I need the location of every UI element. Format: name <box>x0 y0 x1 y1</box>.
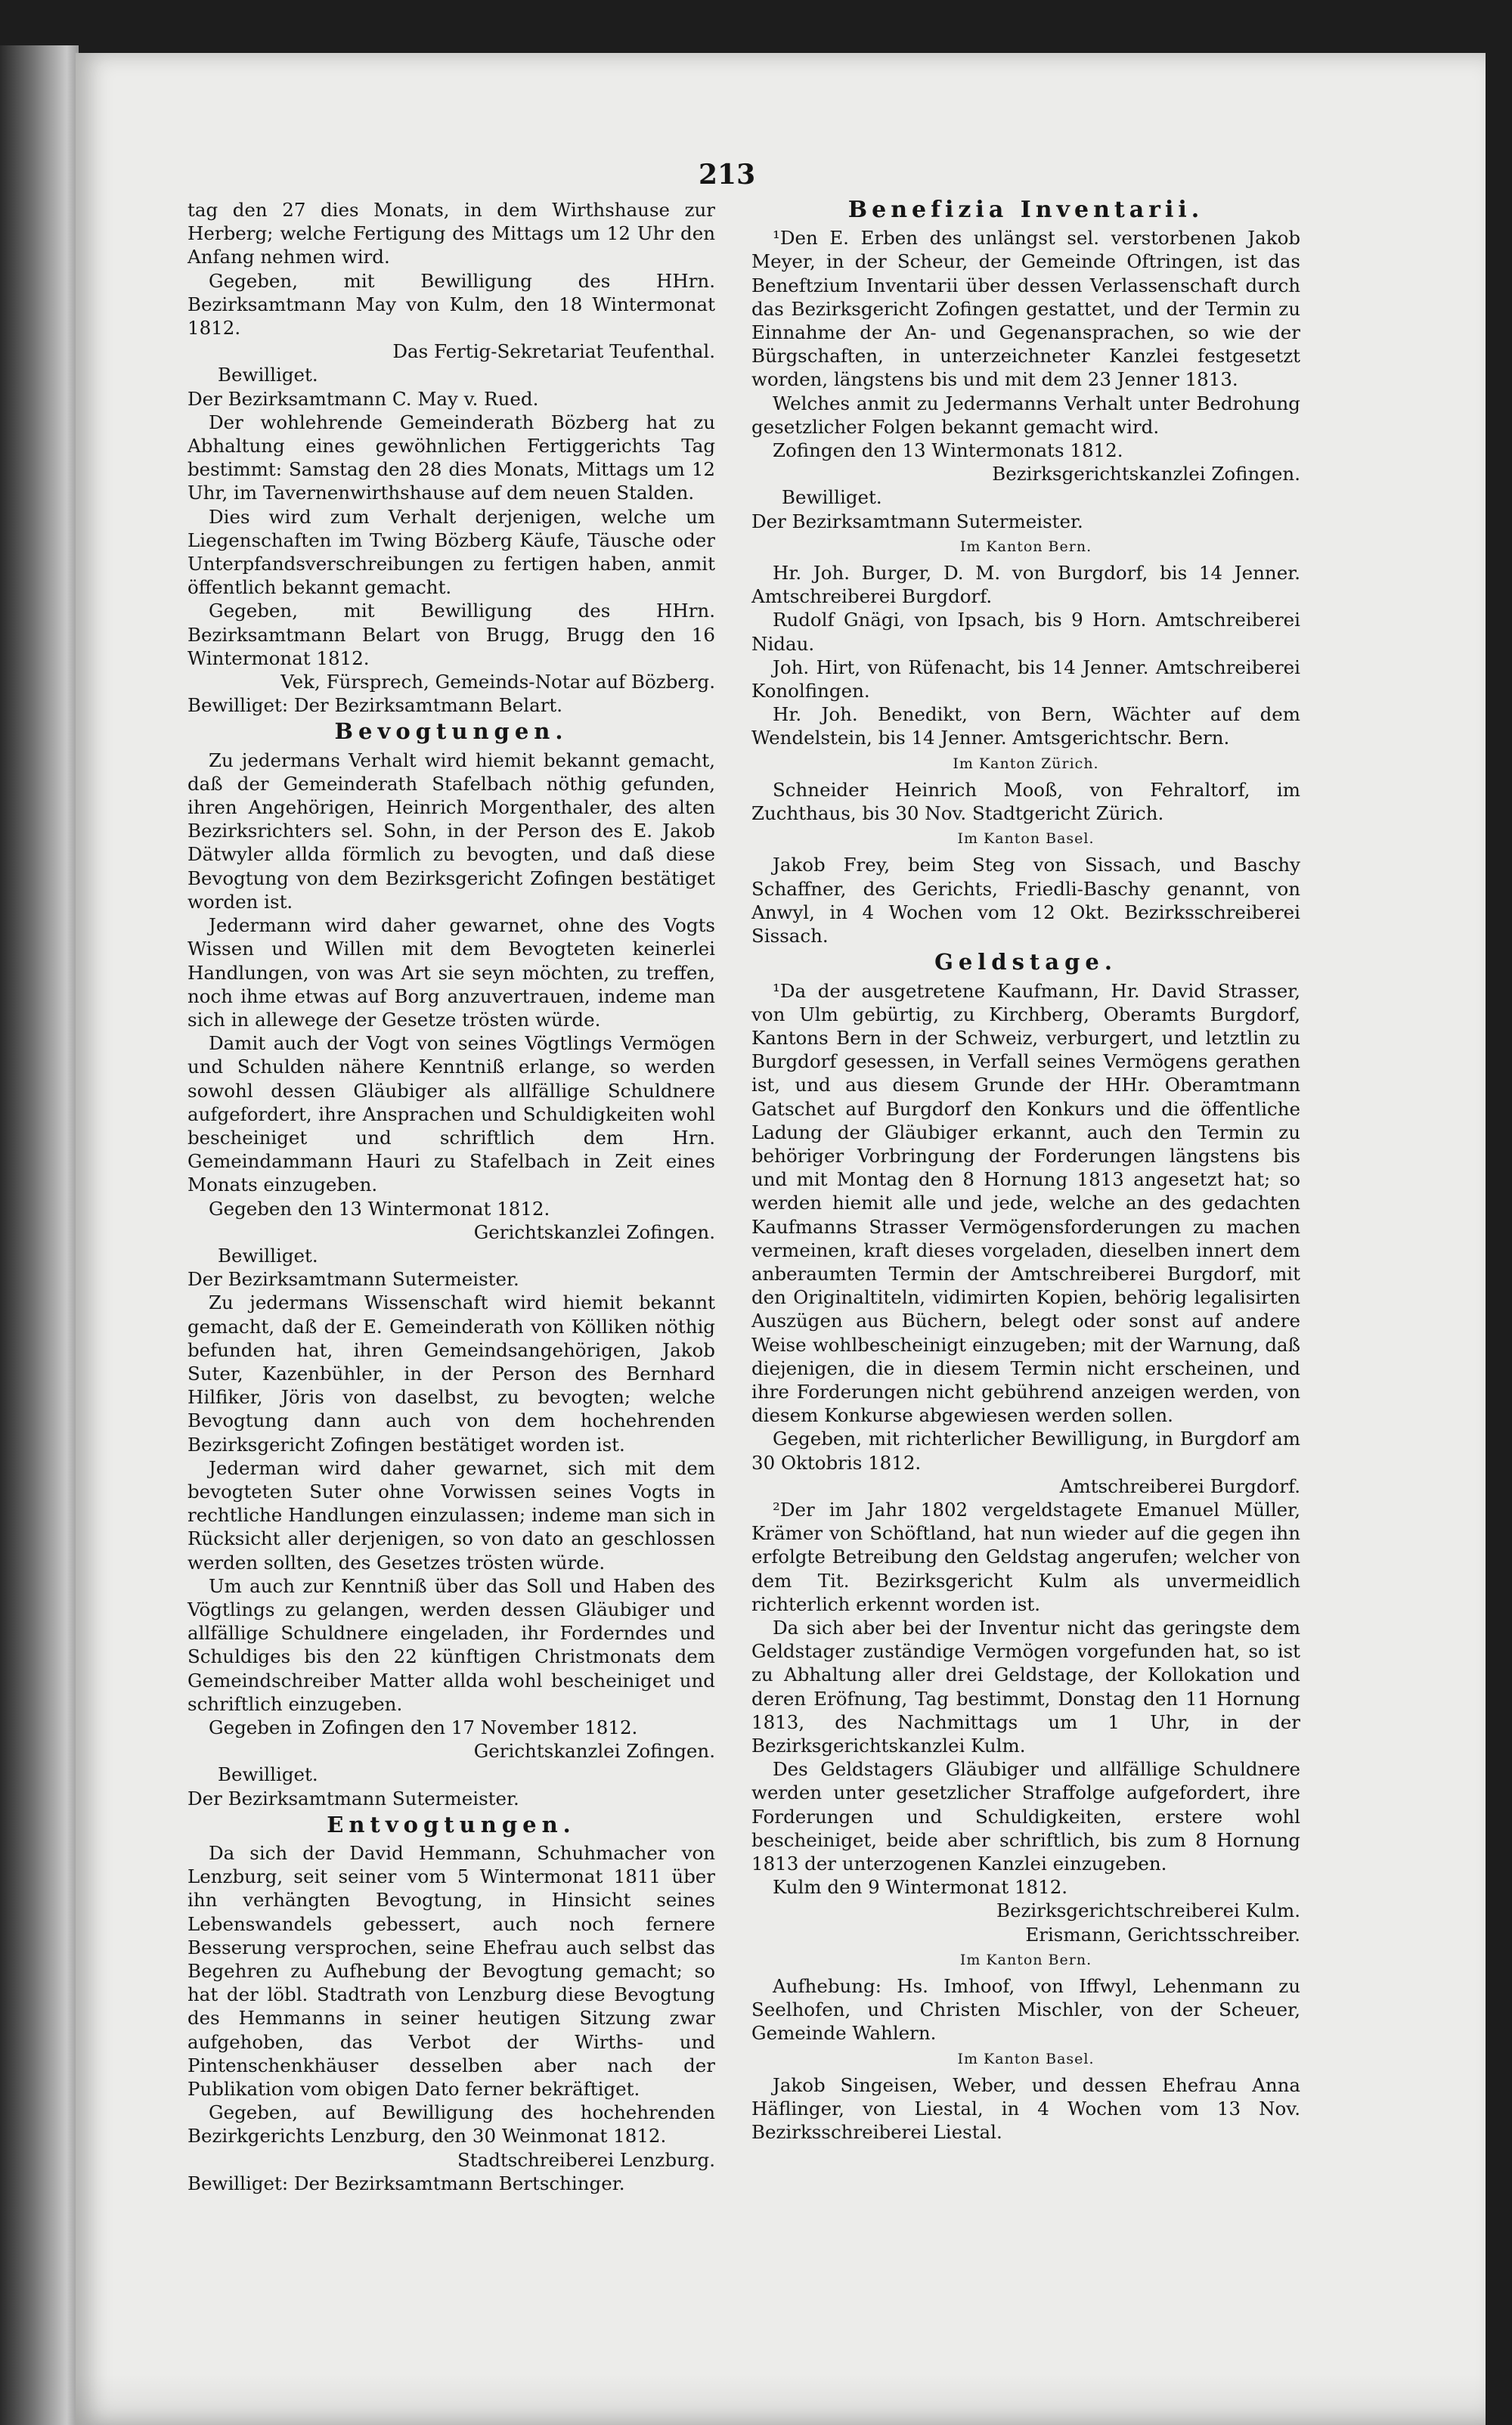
signature: Bezirksgerichtschreiberei Kulm. <box>996 1899 1300 1922</box>
approval-signer: Der Bezirksamtmann Sutermeister. <box>187 1268 519 1291</box>
paragraph: Der wohlehrende Gemeinderath Bözberg hat zu Abhaltung eines gewöhnlichen Fertiggerichts Tag bestimmt: Samstag den 28 dies Monats, Mittags um 12 Uhr, im Tavernenwirthshause auf dem neuen Stalden. <box>187 411 715 504</box>
approval: Bewilliget. <box>218 1763 318 1786</box>
signature: Amtschreiberei Burgdorf. <box>1059 1475 1300 1497</box>
paragraph: Hr. Joh. Benedikt, von Bern, Wächter auf dem Wendelstein, bis 14 Jenner. Amtsgerichtschr. Bern. <box>751 703 1300 749</box>
section-heading: Bevogtungen. <box>334 718 569 745</box>
approval: Bewilliget: Der Bezirksamtmann Bertschinger. <box>187 2172 625 2194</box>
approval: Bewilliget. <box>782 486 882 509</box>
paragraph: Rudolf Gnägi, von Ipsach, bis 9 Horn. Amtschreiberei Nidau. <box>751 609 1300 655</box>
signature: Gerichtskanzlei Zofingen. <box>473 1220 715 1243</box>
paragraph: Zu jedermans Verhalt wird hiemit bekannt gemacht, daß der Gemeinderath Stafelbach nöthig gefunden, ihren Angehörigen, Heinrich Morgenthaler, des alten Bezirksrichters sel. Sohn, in der Person des E. Jakob Dätwyler allda förmlich zu bevogten, und daß diese Bevogtung von dem Bezirksgericht Zofingen bestätiget worden ist. <box>187 749 715 913</box>
paragraph: Schneider Heinrich Mooß, von Fehraltorf, im Zuchthaus, bis 30 Nov. Stadtgericht Zürich. <box>751 778 1300 825</box>
signature: Das Fertig-Sekretariat Teufenthal. <box>392 340 715 363</box>
paragraph: Gegeben, mit Bewilligung des HHrn. Bezirksamtmann Belart von Brugg, Brugg den 16 Wintermonat 1812. <box>187 600 715 669</box>
book-spine <box>0 45 79 2425</box>
subheading: Im Kanton Zürich. <box>953 755 1099 772</box>
paragraph: ¹Da der ausgetretene Kaufmann, Hr. David Strasser, von Ulm gebürtig, zu Kirchberg, Oberamts Burgdorf, Kantons Bern in der Schweiz, verburgert, und letztlin zu Burgdorf gesessen, in Verfall seines Vermögens gerathen ist, und aus diesem Grunde der HHr. Oberamtmann Gatschet auf Burgdorf den Konkurs und die öffentliche Ladung der Gläubiger erkannt, auch den Termin zu behöriger Vorbringung der Forderungen längstens bis und mit Montag den 8 Hornung 1813 angesetzt hat; so werden hiemit alle und jede, welche an des gedachten Kaufmanns Strasser Vermögensforderungen zu machen vermeinen, kraft dieses vorgeladen, dieselben innert dem anberaumten Termin der Amtschreiberei Burgdorf, mit den Originaltiteln, vidimirten Kopien, behörig legalisirten Auszügen aus Büchern, belegt oder sonst auf andere Weise wohlbescheinigt einzugeben; mit der Warnung, daß diejenigen, die in diesem Termin nicht erscheinen, und ihre Forderungen nicht gebührend anzeigen werden, von diesem Konkurse abgewiesen werden sollen. <box>751 979 1300 1427</box>
paragraph: Des Geldstagers Gläubiger und allfällige Schuldnere werden unter gesetzlicher Straffolge aufgefordert, ihre Forderungen und Schuldigkeiten, erstere wohl bescheiniget, beide aber schriftlich, bis zum 8 Hornung 1813 der unterzogenen Kanzlei einzugeben. <box>751 1758 1300 1875</box>
section-heading: Geldstage. <box>934 949 1117 975</box>
paragraph: Hr. Joh. Burger, D. M. von Burgdorf, bis 14 Jenner. Amtschreiberei Burgdorf. <box>751 562 1300 608</box>
paragraph: Damit auch der Vogt von seines Vögtlings Vermögen und Schulden nähere Kenntniß erlange, so werden sowohl dessen Gläubiger als allfällige Schuldnere aufgefordert, ihre Ansprachen und Schuldigkeiten wohl bescheiniget und schriftlich dem Hrn. Gemeindammann Hauri zu Stafelbach in Zeit eines Monats einzugeben. <box>187 1032 715 1196</box>
paragraph: Aufhebung: Hs. Imhoof, von Iffwyl, Lehenmann zu Seelhofen, und Christen Mischler, von der Scheuer, Gemeinde Wahlern. <box>751 1975 1300 2045</box>
subheading: Im Kanton Bern. <box>959 1951 1092 1968</box>
page-shadow <box>76 2374 1486 2425</box>
signature: Gerichtskanzlei Zofingen. <box>473 1740 715 1763</box>
approval-signer: Der Bezirksamtmann Sutermeister. <box>751 510 1083 532</box>
paragraph: tag den 27 dies Monats, in dem Wirthshause zur Herberg; welche Fertigung des Mittags um 12 Uhr den Anfang nehmen wird. <box>187 199 715 268</box>
subheading: Im Kanton Basel. <box>957 830 1095 848</box>
approval: Bewilliget. <box>218 1244 318 1267</box>
paragraph: Zu jedermans Wissenschaft wird hiemit bekannt gemacht, daß der E. Gemeinderath von Kölliken nöthig befunden hat, ihren Gemeindsangehörigen, Jakob Suter, Kazenbühler, in der Person des Bernhard Hilfiker, Jöris von daselbst, zu bevogten; welche Bevogtung dann auch von dem hochehrenden Bezirksgericht Zofingen bestätiget worden ist. <box>187 1292 715 1456</box>
right-column <box>751 198 1300 2144</box>
paragraph: Gegeben, mit richterlicher Bewilligung, in Burgdorf am 30 Oktobris 1812. <box>751 1428 1300 1474</box>
subheading: Im Kanton Bern. <box>959 538 1092 555</box>
paragraph: Dies wird zum Verhalt derjenigen, welche um Liegenschaften im Twing Bözberg Käufe, Täusche oder Unterpfandsverschreibungen zu fertigen haben, anmit öffentlich bekannt gemacht. <box>187 505 715 599</box>
page-number: 213 <box>699 159 756 191</box>
paragraph: Gegeben, auf Bewilligung des hochehrenden Bezirkgerichts Lenzburg, den 30 Weinmonat 1812. <box>187 2101 715 2147</box>
subheading: Im Kanton Basel. <box>957 2050 1095 2067</box>
paragraph: Welches anmit zu Jedermanns Verhalt unter Bedrohung gesetzlicher Folgen bekannt gemacht wird. <box>751 392 1300 438</box>
signature: Vek, Fürsprech, Gemeinds-Notar auf Bözberg. <box>280 671 715 693</box>
signature: Stadtschreiberei Lenzburg. <box>457 2148 715 2171</box>
approval-signer: Der Bezirksamtmann Sutermeister. <box>187 1787 519 1809</box>
paragraph: Joh. Hirt, von Rüfenacht, bis 14 Jenner. Amtschreiberei Konolfingen. <box>751 656 1300 702</box>
paragraph: Gegeben den 13 Wintermonat 1812. <box>209 1197 550 1220</box>
left-column <box>187 198 715 2195</box>
approval: Bewilliget: Der Bezirksamtmann Belart. <box>187 694 563 717</box>
paragraph: Kulm den 9 Wintermonat 1812. <box>773 1876 1068 1899</box>
approval-signer: Der Bezirksamtmann C. May v. Rued. <box>187 387 539 410</box>
paragraph: Gegeben, mit Bewilligung des HHrn. Bezirksamtmann May von Kulm, den 18 Wintermonat 1812. <box>187 269 715 340</box>
signature: Erismann, Gerichtsschreiber. <box>1025 1923 1300 1946</box>
paragraph: Zofingen den 13 Wintermonats 1812. <box>773 439 1123 462</box>
paragraph: ¹Den E. Erben des unlängst sel. verstorbenen Jakob Meyer, in der Scheur, der Gemeinde Oftringen, ist das Beneftzium Inventarii über dessen Verlassenschaft durch das Bezirksgericht Zofingen gestattet, und der Termin zu Einnahme der An- und Gegenansprachen, so wie der Bürgschaften, in unterzeichneter Kanzlei festgesetzt worden, längstens bis und mit dem 23 Jenner 1813. <box>751 227 1300 391</box>
paragraph: Da sich aber bei der Inventur nicht das geringste dem Geldstager zuständige Vermögen vorgefunden hat, so ist zu Abhaltung aller drei Geldstage, der Kollokation und deren Eröfnung, Tag bestimmt, Donstag den 11 Hornung 1813, des Nachmittags um 1 Uhr, in der Bezirksgerichtskanzlei Kulm. <box>751 1616 1300 1757</box>
paragraph: Jakob Singeisen, Weber, und dessen Ehefrau Anna Häflinger, von Liestal, in 4 Wochen vom 13 Nov. Bezirksschreiberei Liestal. <box>751 2073 1300 2144</box>
section-heading: Benefizia Inventarii. <box>847 197 1204 223</box>
paragraph: Jakob Frey, beim Steg von Sissach, und Baschy Schaffner, des Gerichts, Friedli-Baschy genannt, von Anwyl, in 4 Wochen vom 12 Okt. Bezirksschreiberei Sissach. <box>751 854 1300 947</box>
paragraph: Da sich der David Hemmann, Schuhmacher von Lenzburg, seit seiner vom 5 Wintermonat 1811 über ihn verhängten Bevogtung, in Hinsicht seines Lebenswandels gebessert, auch noch fernere Besserung versprochen, seine Ehefrau auch selbst das Begehren zu Aufhebung der Bevogtung gemacht; so hat der löbl. Stadtrath von Lenzburg diese Bevogtung des Hemmanns in seiner heutigen Sitzung zwar aufgehoben, das Verbot der Wirths- und Pintenschenkhäuser desselben aber nach der Publikation vom obigen Dato ferner bekräftiget. <box>187 1842 715 2101</box>
paragraph: Jedermann wird daher gewarnet, ohne des Vogts Wissen und Willen mit dem Bevogteten keinerlei Handlungen, von was Art sie seyn möchten, zu treffen, noch ihme etwas auf Borg anzuvertrauen, indeme man sich in allewege der Gesetze trösten würde. <box>187 914 715 1031</box>
signature: Bezirksgerichtskanzlei Zofingen. <box>992 463 1300 485</box>
paragraph: Gegeben in Zofingen den 17 November 1812. <box>209 1716 638 1738</box>
approval: Bewilliget. <box>218 364 318 386</box>
paragraph: ²Der im Jahr 1802 vergeldstagete Emanuel Müller, Krämer von Schöftland, hat nun wieder auf die gegen ihn erfolgte Betreibung den Geldstag angerufen; welcher von dem Tit. Bezirksgericht Kulm als unvermeidlich richterlich erkennt worden ist. <box>751 1498 1300 1615</box>
section-heading: Entvogtungen. <box>327 1811 576 1837</box>
paragraph: Jederman wird daher gewarnet, sich mit dem bevogteten Suter ohne Vorwissen seines Vogts in rechtliche Handlungen einzulassen; indeme man sich in Rücksicht aller derjenigen, so von dato an geschlossen werden sollten, des Gesetzes trösten würde. <box>187 1456 715 1574</box>
paragraph: Um auch zur Kenntniß über das Soll und Haben des Vögtlings zu gelangen, werden dessen Gläubiger und allfällige Schuldnere eingeladen, ihr Forderndes und Schuldiges bis den 22 künftigen Christmonats dem Gemeindschreiber Matter allda wohl bescheiniget und schriftlich einzugeben. <box>187 1574 715 1715</box>
